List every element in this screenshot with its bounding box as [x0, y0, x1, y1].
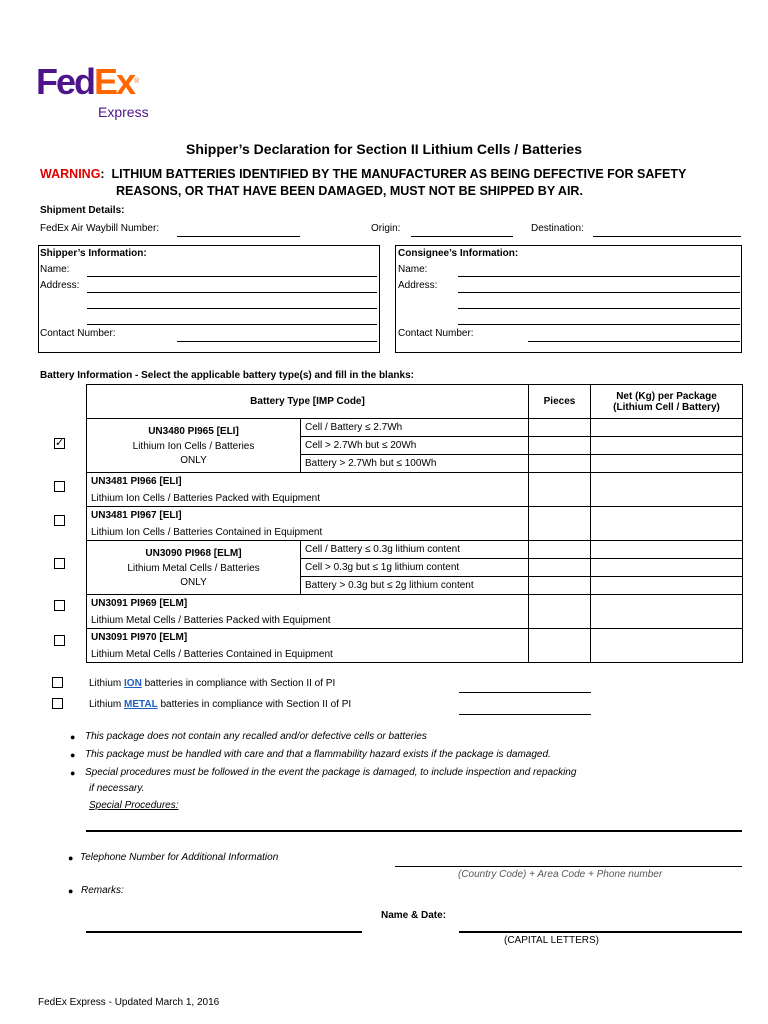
pi965-opt-1: Cell / Battery ≤ 2.7Wh — [301, 419, 529, 437]
consignee-address-field-3[interactable] — [458, 324, 740, 325]
pi970-checkbox[interactable] — [54, 635, 65, 646]
telephone-hint: (Country Code) + Area Code + Phone number — [458, 869, 663, 880]
telephone-field[interactable] — [395, 866, 742, 867]
registered-mark-icon: ® — [134, 78, 140, 85]
pi968-net-1[interactable] — [591, 541, 743, 559]
warning-label: WARNING — [40, 167, 101, 181]
pi967-checkbox[interactable] — [54, 515, 65, 526]
pi967-net[interactable] — [591, 507, 743, 541]
remarks-field[interactable] — [86, 931, 362, 933]
pi965-pieces-2[interactable] — [529, 437, 591, 455]
shipper-contact-field[interactable] — [177, 341, 377, 342]
metal-compliance-checkbox[interactable] — [52, 698, 63, 709]
metal-pre: Lithium — [89, 699, 125, 710]
checkmark-icon: ✓ — [55, 437, 65, 449]
bullet-icon: ● — [70, 750, 76, 760]
metal-post: batteries in compliance with Section II of PI — [157, 699, 352, 710]
special-procedures-label: Special Procedures: — [89, 800, 179, 811]
shipper-address-field-3[interactable] — [87, 324, 377, 325]
col-net-line-1: Net (Kg) per Package — [616, 390, 717, 402]
pi969-checkbox[interactable] — [54, 600, 65, 611]
pi966-pieces[interactable] — [529, 473, 591, 507]
pi970-pieces[interactable] — [529, 629, 591, 663]
special-procedures-field[interactable] — [86, 830, 742, 832]
warning-line-1: WARNING: LITHIUM BATTERIES IDENTIFIED BY THE MANUFACTURER AS BEING DEFECTIVE FOR SAFETY — [40, 167, 687, 181]
pi965-only: ONLY — [180, 454, 207, 466]
ion-pre: Lithium — [89, 678, 125, 689]
pi967-pieces[interactable] — [529, 507, 591, 541]
pi970-code: UN3091 PI970 [ELM] — [91, 631, 188, 643]
pi968-only: ONLY — [180, 576, 207, 588]
bullet-text-2: This package must be handled with care and that a flammability hazard exists if the package is damaged. — [85, 749, 551, 760]
consignee-address-label: Address: — [398, 280, 438, 291]
name-date-label: Name & Date: — [381, 910, 447, 921]
pi968-desc: Lithium Metal Cells / Batteries — [127, 562, 260, 574]
telephone-label: Telephone Number for Additional Information — [80, 852, 279, 863]
bullet-text-3b: if necessary. — [89, 783, 145, 794]
consignee-contact-label: Contact Number: — [398, 328, 474, 339]
pi968-opt-3: Battery > 0.3g but ≤ 2g lithium content — [301, 577, 529, 595]
bullet-icon: ● — [70, 768, 76, 778]
consignee-name-label: Name: — [398, 264, 428, 275]
consignee-name-field[interactable] — [458, 276, 740, 277]
pi968-net-2[interactable] — [591, 559, 743, 577]
col-net-line-2: (Lithium Cell / Battery) — [613, 401, 720, 413]
pi967-cell — [87, 507, 529, 541]
destination-label: Destination: — [531, 223, 584, 234]
pi969-pieces[interactable] — [529, 595, 591, 629]
shipment-heading: Shipment Details: — [40, 205, 125, 216]
pi969-desc: Lithium Metal Cells / Batteries Packed with Equipment — [91, 614, 331, 626]
pi968-opt-2: Cell > 0.3g but ≤ 1g lithium content — [301, 559, 529, 577]
pi968-code: UN3090 PI968 [ELM] — [145, 547, 242, 559]
ion-word: ION — [124, 678, 142, 689]
bullet-icon: ● — [70, 732, 76, 742]
pi965-net-3[interactable] — [591, 455, 743, 473]
warning-text-1: LITHIUM BATTERIES IDENTIFIED BY THE MANUFACTURER AS BEING DEFECTIVE FOR SAFETY — [111, 167, 687, 181]
battery-heading: Battery Information - Select the applicable battery type(s) and fill in the blanks: — [40, 370, 414, 381]
pi965-code: UN3480 PI965 [ELI] — [148, 425, 239, 437]
battery-table — [86, 384, 743, 663]
pi965-checkbox[interactable] — [54, 438, 65, 449]
pi968-net-3[interactable] — [591, 577, 743, 595]
origin-label: Origin: — [371, 223, 401, 234]
pi968-checkbox[interactable] — [54, 558, 65, 569]
shipper-contact-label: Contact Number: — [40, 328, 116, 339]
ion-compliance-checkbox[interactable] — [52, 677, 63, 688]
pi969-net[interactable] — [591, 595, 743, 629]
pi968-cell — [87, 541, 301, 595]
pi965-opt-3: Battery > 2.7Wh but ≤ 100Wh — [301, 455, 529, 473]
pi967-desc: Lithium Ion Cells / Batteries Contained in Equipment — [91, 526, 323, 538]
footer-text: FedEx Express - Updated March 1, 2016 — [38, 997, 220, 1008]
consignee-address-field-1[interactable] — [458, 292, 740, 293]
logo-ex: Ex — [94, 61, 135, 102]
pi965-pieces-3[interactable] — [529, 455, 591, 473]
ion-compliance-field[interactable] — [459, 692, 591, 693]
metal-compliance-field[interactable] — [459, 714, 591, 715]
destination-field[interactable] — [593, 236, 741, 237]
pi970-desc: Lithium Metal Cells / Batteries Contained in Equipment — [91, 648, 333, 660]
ion-post: batteries in compliance with Section II of PI — [141, 678, 336, 689]
pi968-pieces-2[interactable] — [529, 559, 591, 577]
shipper-name-field[interactable] — [87, 276, 377, 277]
pi968-opt-1: Cell / Battery ≤ 0.3g lithium content — [301, 541, 529, 559]
pi968-pieces-3[interactable] — [529, 577, 591, 595]
ion-compliance-text — [89, 678, 335, 689]
pi967-code: UN3481 PI967 [ELI] — [91, 509, 182, 521]
shipper-address-label: Address: — [40, 280, 80, 291]
logo-express: Express — [98, 104, 149, 120]
metal-word: METAL — [124, 699, 158, 710]
consignee-address-field-2[interactable] — [458, 308, 740, 309]
origin-field[interactable] — [411, 236, 513, 237]
pi966-desc: Lithium Ion Cells / Batteries Packed with Equipment — [91, 492, 320, 504]
bullet-icon: ● — [68, 886, 74, 896]
col-pieces: Pieces — [529, 385, 591, 419]
pi966-net[interactable] — [591, 473, 743, 507]
shipper-name-label: Name: — [40, 264, 70, 275]
bullet-text-3a: Special procedures must be followed in the event the package is damaged, to include inspection and repacking — [85, 767, 577, 778]
pi965-opt-2: Cell > 2.7Wh but ≤ 20Wh — [301, 437, 529, 455]
pi969-cell — [87, 595, 529, 629]
pi966-cell — [87, 473, 529, 507]
pi965-pieces-1[interactable] — [529, 419, 591, 437]
pi965-net-2[interactable] — [591, 437, 743, 455]
warning-line-2: REASONS, OR THAT HAVE BEEN DAMAGED, MUST NOT BE SHIPPED BY AIR. — [116, 184, 583, 198]
shipper-address-field-1[interactable] — [87, 292, 377, 293]
pi965-cell — [87, 419, 301, 473]
capital-letters-note: (CAPITAL LETTERS) — [504, 935, 600, 946]
pi965-net-1[interactable] — [591, 419, 743, 437]
waybill-label: FedEx Air Waybill Number: — [40, 223, 160, 234]
name-date-field[interactable] — [459, 931, 742, 933]
shipper-address-field-2[interactable] — [87, 308, 377, 309]
logo-fed: Fed — [36, 61, 95, 102]
pi970-cell — [87, 629, 529, 663]
remarks-label: Remarks: — [81, 885, 124, 896]
pi970-net[interactable] — [591, 629, 743, 663]
pi966-checkbox[interactable] — [54, 481, 65, 492]
pi965-desc: Lithium Ion Cells / Batteries — [132, 440, 255, 452]
shipper-heading: Shipper’s Information: — [40, 248, 147, 259]
pi969-code: UN3091 PI969 [ELM] — [91, 597, 188, 609]
consignee-heading: Consignee’s Information: — [398, 248, 519, 259]
consignee-contact-field[interactable] — [528, 341, 740, 342]
pi966-code: UN3481 PI966 [ELI] — [91, 475, 182, 487]
pi968-pieces-1[interactable] — [529, 541, 591, 559]
page-title: Shipper’s Declaration for Section II Lithium Cells / Batteries — [186, 141, 582, 157]
bullet-icon: ● — [68, 853, 74, 863]
col-net — [591, 385, 743, 419]
waybill-field[interactable] — [177, 236, 300, 237]
bullet-text-1: This package does not contain any recalled and/or defective cells or batteries — [85, 731, 427, 742]
metal-compliance-text — [89, 699, 351, 710]
col-battery-type: Battery Type [IMP Code] — [87, 385, 529, 419]
